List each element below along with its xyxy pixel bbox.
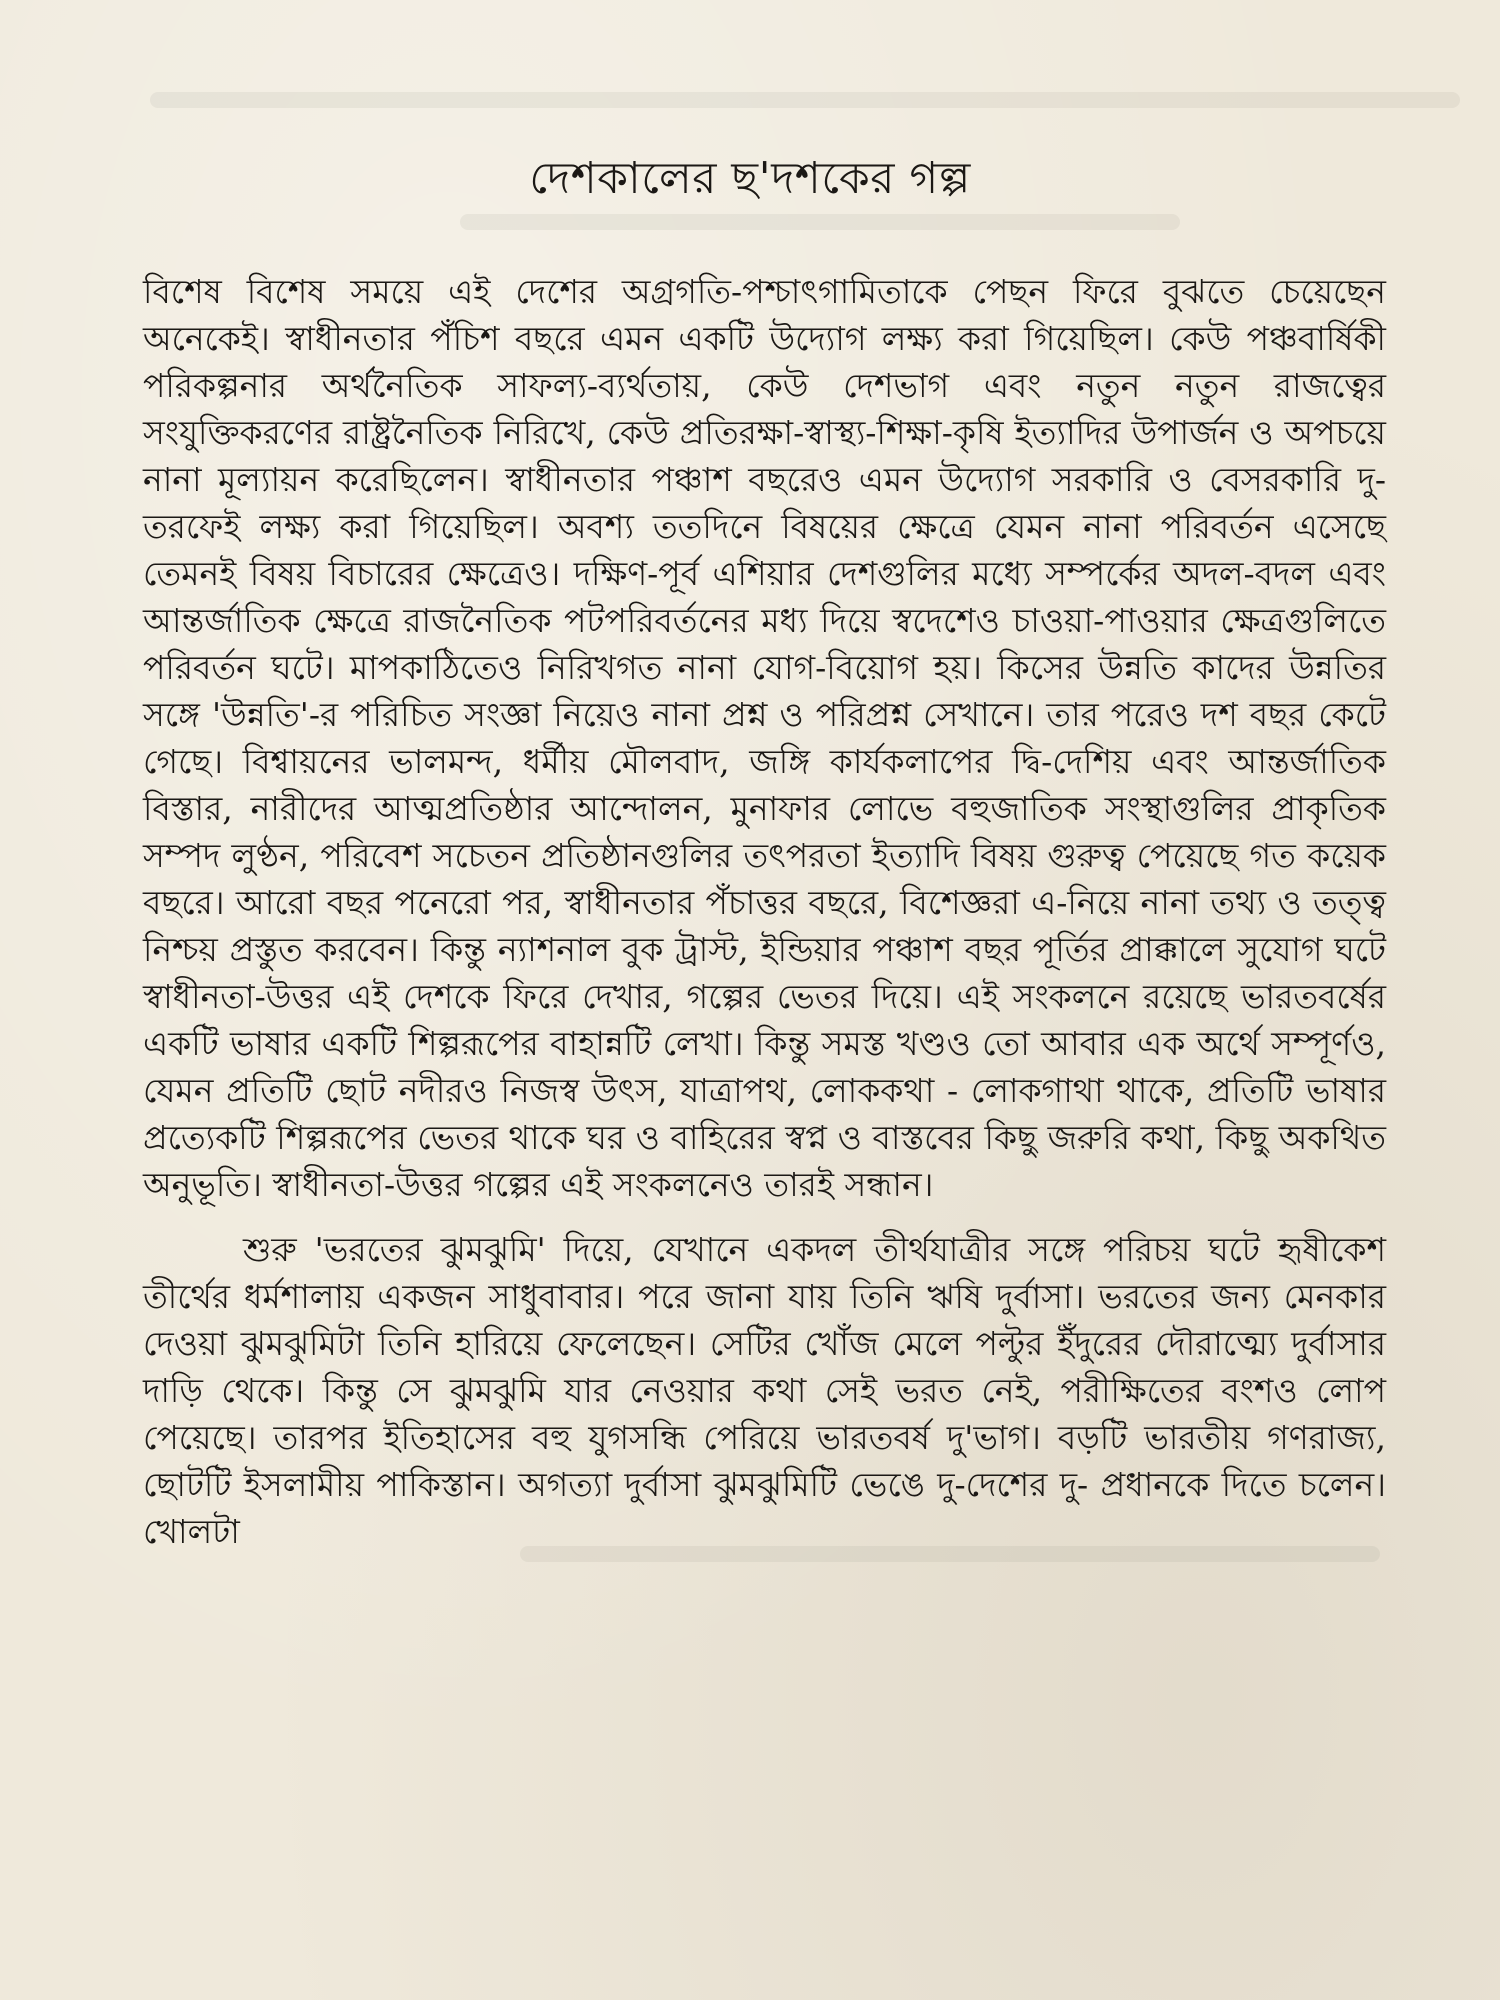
paragraph-intro: বিশেষ বিশেষ সময়ে এই দেশের অগ্রগতি-পশ্চাৎগামিতাকে পেছন ফিরে বুঝতে চেয়েছেন অনেকেই। স্বাধীনতার পঁচিশ বছরে এমন একটি উদ্যোগ লক্ষ্য করা গিয়েছিল। কেউ পঞ্চবার্ষিকী পরিকল্পনার অর্থনৈতিক সাফল্য-ব্যর্থতায়, কেউ দেশভাগ এবং নতুন নতুন রাজত্বের সংযুক্তিকরণের রাষ্ট্রনৈতিক নিরিখে, কেউ প্রতিরক্ষা-স্বাস্থ্য-শিক্ষা-কৃষি ইত্যাদির উপার্জন ও অপচয়ে নানা মূল্যায়ন করেছিলেন। স্বাধীনতার পঞ্চাশ বছরেও এমন উদ্যোগ সরকারি ও বেসরকারি দু-তরফেই লক্ষ্য করা গিয়েছিল। অবশ্য ততদিনে বিষয়ের ক্ষেত্রে যেমন নানা পরিবর্তন এসেছে তেমনই বিষয় বিচারের ক্ষেত্রেও। দক্ষিণ-পূর্ব এশিয়ার দেশগুলির মধ্যে সম্পর্কের অদল-বদল এবং আন্তর্জাতিক ক্ষেত্রে রাজনৈতিক পটপরিবর্তনের মধ্য দিয়ে স্বদেশেও চাওয়া-পাওয়ার ক্ষেত্রগুলিতে পরিবর্তন ঘটে। মাপকাঠিতেও নিরিখগত নানা যোগ-বিয়োগ হয়। কিসের উন্নতি কাদের উন্নতির সঙ্গে 'উন্নতি'-র পরিচিত সংজ্ঞা নিয়েও নানা প্রশ্ন ও পরিপ্রশ্ন সেখানে। তার পরেও দশ বছর কেটে গেছে। বিশ্বায়নের ভালমন্দ, ধর্মীয় মৌলবাদ, জঙ্গি কার্যকলাপের দ্বি-দেশিয় এবং আন্তর্জাতিক বিস্তার, নারীদের আত্মপ্রতিষ্ঠার আন্দোলন, মুনাফার লোভে বহুজাতিক সংস্থাগুলির প্রাকৃতিক সম্পদ লুণ্ঠন, পরিবেশ সচেতন প্রতিষ্ঠানগুলির তৎপরতা ইত্যাদি বিষয় গুরুত্ব পেয়েছে গত কয়েক বছরে। আরো বছর পনেরো পর, স্বাধীনতার পঁচাত্তর বছরে, বিশেজ্ঞরা এ-নিয়ে নানা তথ্য ও তত্ত্ব নিশ্চয় প্রস্তুত করবেন। কিন্তু ন্যাশনাল বুক ট্রাস্ট, ইন্ডিয়ার পঞ্চাশ বছর পূর্তির প্রাক্কালে সুযোগ ঘটে স্বাধীনতা-উত্তর এই দেশকে ফিরে দেখার, গল্পের ভেতর দিয়ে। এই সংকলনে রয়েছে ভারতবর্ষের একটি ভাষার একটি শিল্পরূপের বাহান্নটি লেখা। কিন্তু সমস্ত খণ্ডও তো আবার এক অর্থে সম্পূর্ণও, যেমন প্রতিটি ছোট নদীরও নিজস্ব উৎস, যাত্রাপথ, লোককথা - লোকগাথা থাকে, প্রতিটি ভাষার প্রত্যেকটি শিল্পরূপের ভেতর থাকে ঘর ও বাহিরের স্বপ্ন ও বাস্তবের কিছু জরুরি কথা, কিছু অকথিত অনুভূতি। স্বাধীনতা-উত্তর গল্পের এই সংকলনেও তারই সন্ধান। — [143, 272, 1386, 1204]
page-title: দেশকালের ছ'দশকের গল্প — [529, 153, 971, 204]
body-text — [143, 268, 1386, 1555]
bleed-through-text — [150, 92, 1460, 108]
paragraph-story-summary: শুরু 'ভরতের ঝুমঝুমি' দিয়ে, যেখানে একদল তীর্থযাত্রীর সঙ্গে পরিচয় ঘটে হৃষীকেশ তীর্থের ধর্মশালায় একজন সাধুবাবার। পরে জানা যায় তিনি ঋষি দুর্বাসা। ভরতের জন্য মেনকার দেওয়া ঝুমঝুমিটা তিনি হারিয়ে ফেলেছেন। সেটির খোঁজ মেলে পল্টুর ইঁদুরের দৌরাত্ম্যে দুর্বাসার দাড়ি থেকে। কিন্তু সে ঝুমঝুমি যার নেওয়ার কথা সেই ভরত নেই, পরীক্ষিতের বংশও লোপ পেয়েছে। তারপর ইতিহাসের বহু যুগসন্ধি পেরিয়ে ভারতবর্ষ দু'ভাগ। বড়টি ভারতীয় গণরাজ্য, ছোটটি ইসলামীয় পাকিস্তান। অগত্যা দুর্বাসা ঝুমঝুমিটি ভেঙে দু-দেশের দু- প্রধানকে দিতে চলেন। খোলটা — [143, 1230, 1386, 1551]
